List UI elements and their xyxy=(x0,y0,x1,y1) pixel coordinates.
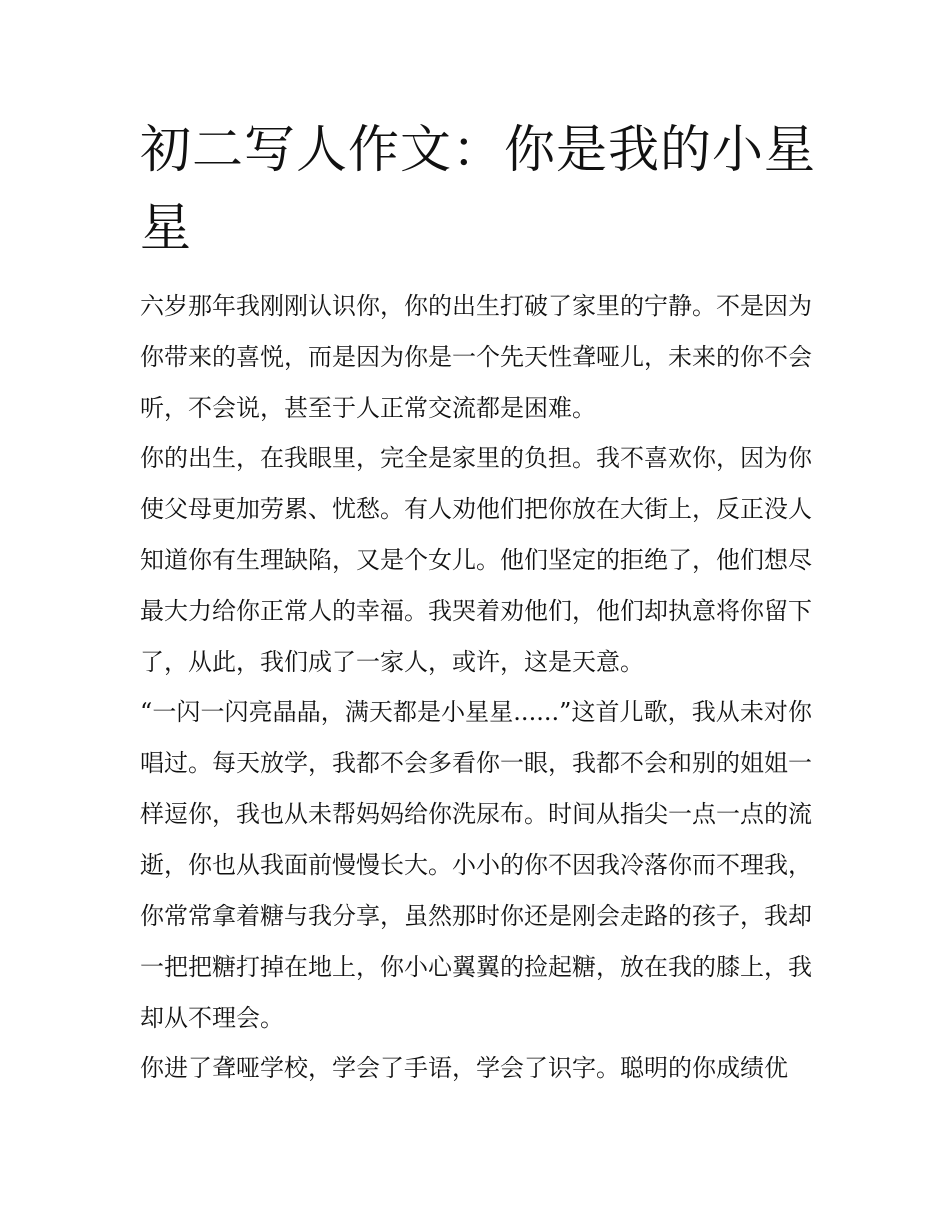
paragraph: “一闪一闪亮晶晶，满天都是小星星......”这首儿歌，我从未对你唱过。每天放学，我都不会多看你一眼，我都不会和别的姐姐一样逗你，我也从未帮妈妈给你洗尿布。时间从指尖一点一点的流逝，你也从我面前慢慢长大。小小的你不因我冷落你而不理我，你常常拿着糖与我分享，虽然那时你还是刚会走路的孩子，我却一把把糖打掉在地上，你小心翼翼的捡起糖，放在我的膝上，我却从不理会。 xyxy=(140,698,812,1032)
paragraph: 你的出生，在我眼里，完全是家里的负担。我不喜欢你，因为你使父母更加劳累、忧愁。有人劝他们把你放在大街上，反正没人知道你有生理缺陷，又是个女儿。他们坚定的拒绝了，他们想尽最大力给你正常人的幸福。我哭着劝他们，他们却执意将你留下了，从此，我们成了一家人，或许，这是天意。 xyxy=(140,444,812,676)
document-title: 初二写人作文：你是我的小星星 xyxy=(140,121,817,258)
paragraph: 六岁那年我刚刚认识你，你的出生打破了家里的宁静。不是因为你带来的喜悦，而是因为你是一个先天性聋哑儿，未来的你不会听，不会说，甚至于人正常交流都是困难。 xyxy=(140,292,812,422)
document-body xyxy=(140,281,812,1093)
paragraph: 你进了聋哑学校，学会了手语，学会了识字。聪明的你成绩优 xyxy=(140,1054,788,1082)
